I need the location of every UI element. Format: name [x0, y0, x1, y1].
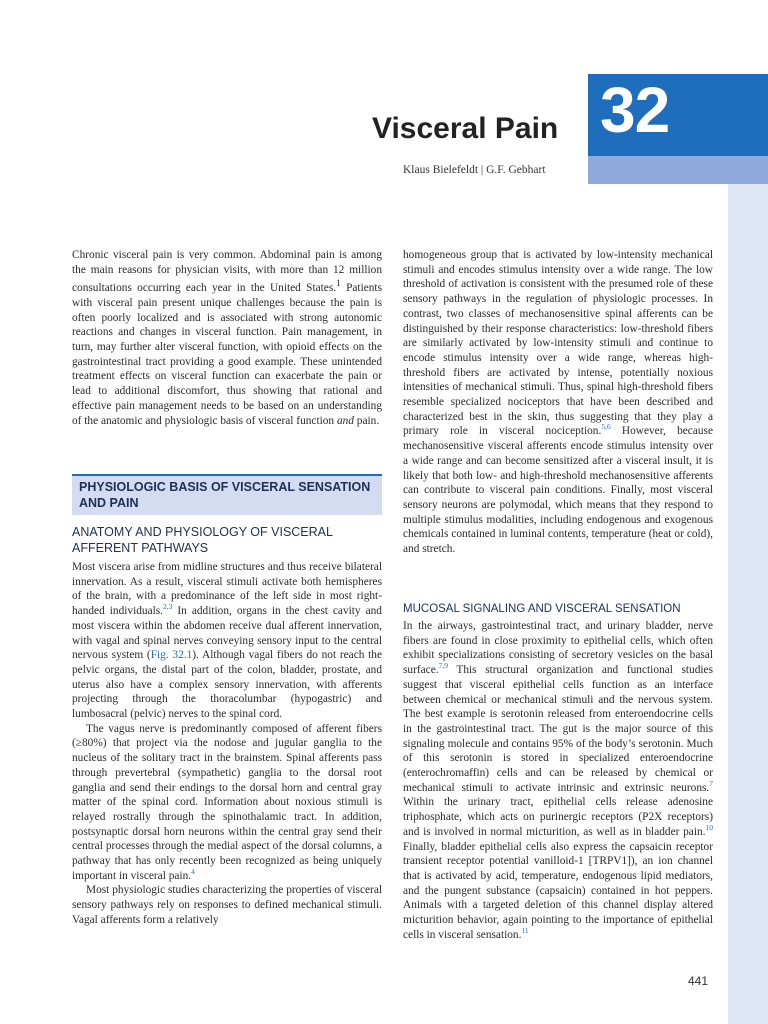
- citation-ref[interactable]: 5,6: [601, 422, 611, 432]
- paragraph: The vagus nerve is predominantly composed of afferent fibers (≥80%) that project via the nodose and jugular ganglia to the nucleus of the solitary tract in the brainstem. Spinal afferents pass through prevertebral (sympathetic) ganglia to the dorsal root ganglia and send their endings to the dorsal horn and central gray matter of the spinal cord. Information about noxious stimuli is relayed rostrally through the spinothalamic tract. In addition, postsynaptic dorsal horn neurons within the central gray send their central processes through the medial aspect of the dorsal columns, a pathway that has only recently been recognized as being uniquely important in visceral pain.$^4$: [72, 722, 382, 882]
- section-heading: PHYSIOLOGIC BASIS OF VISCERAL SENSATION AND PAIN: [79, 480, 371, 510]
- citation-ref[interactable]: 10: [705, 823, 713, 833]
- citation-ref[interactable]: 11: [521, 925, 529, 935]
- anatomy-text: [72, 560, 382, 928]
- page-number: 441: [688, 974, 709, 988]
- citation-ref[interactable]: 4: [191, 866, 195, 876]
- paragraph: homogeneous group that is activated by low-intensity mechanical stimuli and encodes stimulus intensity over a wide range. The low threshold of activation is consistent with the presumed role of these sensory pathways in the regulation of physiologic processes. In contrast, two classes of mechanosensitive spinal afferents can be distinguished by their response characteristics: low-threshold fibers are similarly activated by low-intensity stimuli and continue to encode stimulus intensity over a wide range, whereas high-threshold fibers are activated by intense, potentially noxious intensities of mechanical stimuli. Thus, spinal high-threshold fibers resemble specialized nociceptors that have been described and characterized best in the skin, thus suggesting that they play a primary role in visceral nociception.$^{5,6}$ However, because mechanosensitive visceral afferents encode stimulus intensity over a wide range and can become sensitized after a visceral insult, it is likely that both low- and high-threshold mechanosensitive afferents can contribute to visceral pain conditions. Finally, most visceral sensory neurons are polymodal, which means that they respond to multiple stimulus modalities, including endogenous and exogenous chemicals contained in luminal contents, temperature (heat or cold), and stretch.: [403, 249, 713, 556]
- chapter-title: Visceral Pain: [372, 112, 559, 145]
- subsection-heading: ANATOMY AND PHYSIOLOGY OF VISCERAL AFFERENT PATHWAYS: [72, 525, 333, 555]
- chapter-authors: Klaus Bielefeldt | G.F. Gebhart: [403, 164, 546, 176]
- paragraph: Most viscera arise from midline structures and thus receive bilateral innervation. As a result, visceral stimuli activate both hemispheres of the brain, with a predominance of the left side in most right-handed individuals.$^{2,3}$ In addition, organs in the chest cavity and most viscera within the abdomen receive dual afferent innervation, with vagal and spinal nerves conveying sensory input to the central nervous system (Fig. 32.1). Although vagal fibers do not reach the pelvic organs, the distal part of the colon, bladder, prostate, and uterus also have a complex sensory innervation, with afferents projecting through the thoracolumbar (hypogastric) and lumbosacral (pelvic) nerves to the spinal cord.: [72, 561, 383, 721]
- citation-ref[interactable]: 7: [709, 778, 713, 788]
- paragraph: In the airways, gastrointestinal tract, and urinary bladder, nerve fibers are found in close proximity to epithelial cells, which often exhibit specializations consisting of secretory vesicles on the basal surface.$^{7,9}$ This structural organization and functional studies suggest that visceral epithelial cells function as an interface between chemical or mechanical stimuli and the nervous system. The best example is serotonin released from enteroendocrine cells in the gastrointestinal tract. The gut is the major source of this signaling molecule and contains 95% of the body’s serotonin. Much of this serotonin is stored in specialized enteroendocrine (enterochromaffin) cells and can be released by chemical or mechanical stimuli to activate intrinsic and extrinsic neurons.$^7$ Within the urinary tract, epithelial cells release adenosine triphosphate, which acts on purinergic receptors (P2X receptors) and is involved in normal micturition, as well as in bladder pain.$^{10}$ Finally, bladder epithelial cells also express the capsaicin receptor transient receptor potential vanilloid-1 [TRPV1]), an ion channel that is activated by acid, temperature, endogenous lipid mediators, and the pungent substance (capsaicin) contained in hot peppers. Animals with a targeted deletion of this channel display altered micturition behavior, again pointing to the importance of epithelial cells in visceral sensation.$^{11}$: [403, 620, 713, 941]
- figure-link[interactable]: Fig. 32.1: [150, 649, 193, 662]
- paragraph: Most physiologic studies characterizing the properties of visceral sensory pathways rely on responses to defined mechanical stimuli. Vagal afferents form a relatively: [72, 884, 382, 926]
- chapter-badge-band: [588, 156, 768, 184]
- mucosal-text: [403, 619, 713, 942]
- citation-ref[interactable]: 7,9: [438, 661, 448, 671]
- subsection-heading: MUCOSAL SIGNALING AND VISCERAL SENSATION: [403, 603, 681, 615]
- intro-paragraph: Chronic visceral pain is very common. Abdominal pain is among the main reasons for physician visits, with more than 12 million consultations occurring each year in the United States.$^1$ Patients with visceral pain present unique challenges because the pain is often poorly localized and is associated with strong autonomic reactions and changes in visceral function. Pain management, in turn, may further alter visceral function, with opioid effects on the gastrointestinal tract providing a good example. These unintended treatment effects on visceral function can exacerbate the pain or lead to additional discomfort, thus showing that rational and effective pain management needs to be based on an understanding of the anatomic and physiologic basis of visceral function and pain.: [72, 249, 382, 427]
- page-side-strip: [728, 184, 768, 1024]
- citation-ref[interactable]: 2,3: [163, 602, 173, 612]
- right-column-text: [403, 248, 713, 557]
- chapter-number: 32: [600, 74, 670, 146]
- citation-ref[interactable]: 1: [336, 279, 341, 290]
